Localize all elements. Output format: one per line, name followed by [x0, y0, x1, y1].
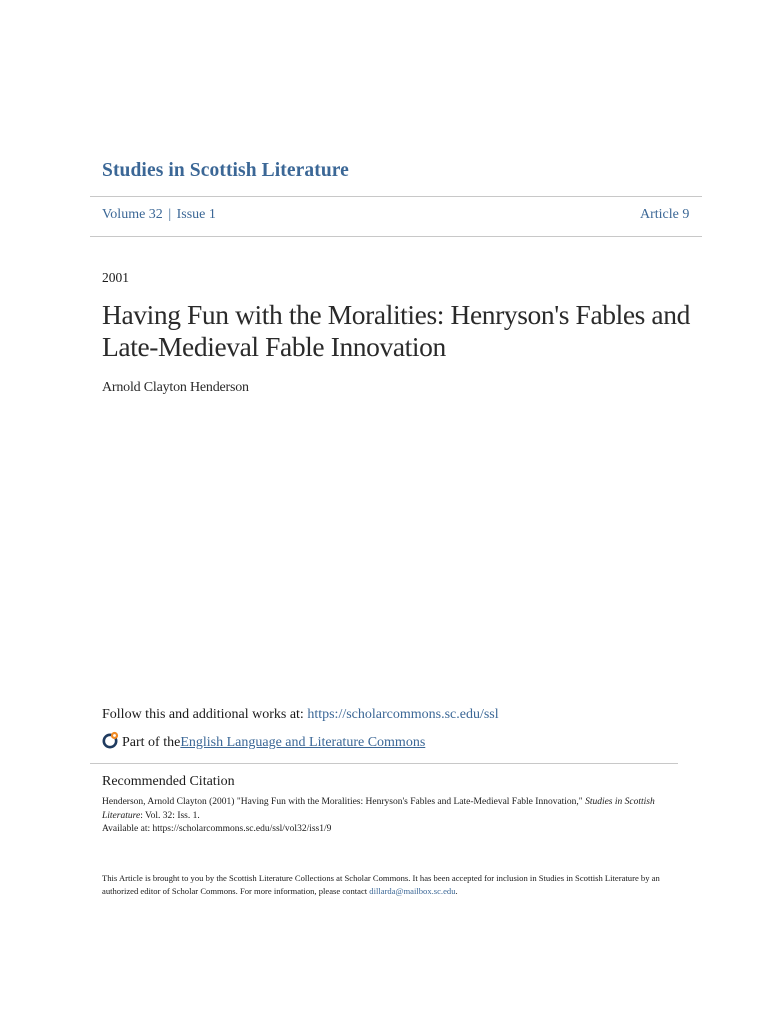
follow-url-link[interactable]: https://scholarcommons.sc.edu/ssl [307, 707, 499, 722]
recommended-citation-heading: Recommended Citation [102, 774, 235, 789]
publication-year: 2001 [102, 270, 129, 285]
follow-label: Follow this and additional works at: [102, 707, 308, 722]
commons-link[interactable]: English Language and Literature Commons [180, 734, 426, 750]
part-of-line [102, 731, 425, 754]
contact-email-link[interactable]: dillarda@mailbox.sc.edu [369, 885, 456, 896]
author-name[interactable]: Arnold Clayton Henderson [102, 380, 249, 395]
header-top-divider [90, 196, 702, 197]
issue-link[interactable]: Issue 1 [176, 207, 216, 222]
citation-text: Henderson, Arnold Clayton (2001) "Having Fun with the Moralities: Henryson's Fables and Late-Medieval Fable Innovation," [102, 797, 586, 807]
notice-end: . [455, 885, 458, 896]
network-commons-icon [102, 731, 122, 754]
article-title: Having Fun with the Moralities: Henryson's Fables and Late-Medieval Fable Innovation [102, 299, 690, 362]
repository-notice [102, 872, 662, 897]
article-number-link[interactable]: Article 9 [640, 207, 690, 222]
citation-available: Available at: https://scholarcommons.sc.edu/ssl/vol32/iss1/9 [102, 824, 332, 834]
citation-journal: Studies in Scottish Literature [102, 797, 655, 821]
issue-info [102, 207, 216, 223]
header-bottom-divider [90, 236, 702, 237]
citation-divider [90, 763, 678, 764]
volume-link[interactable]: Volume 32 [102, 207, 163, 222]
issue-separator: | [168, 207, 172, 222]
journal-title-link[interactable]: Studies in Scottish Literature [102, 160, 349, 181]
part-of-label: Part of the [122, 734, 181, 750]
citation-block [102, 796, 672, 837]
notice-text: This Article is brought to you by the Scottish Literature Collections at Scholar Commons. It has been accepted for inclusion in Studies in Scottish Literature by an authorized editor of Scholar Commons. For more information, please contact [102, 873, 660, 896]
citation-volume: : Vol. 32: Iss. 1. [140, 810, 200, 821]
follow-line [102, 707, 499, 723]
